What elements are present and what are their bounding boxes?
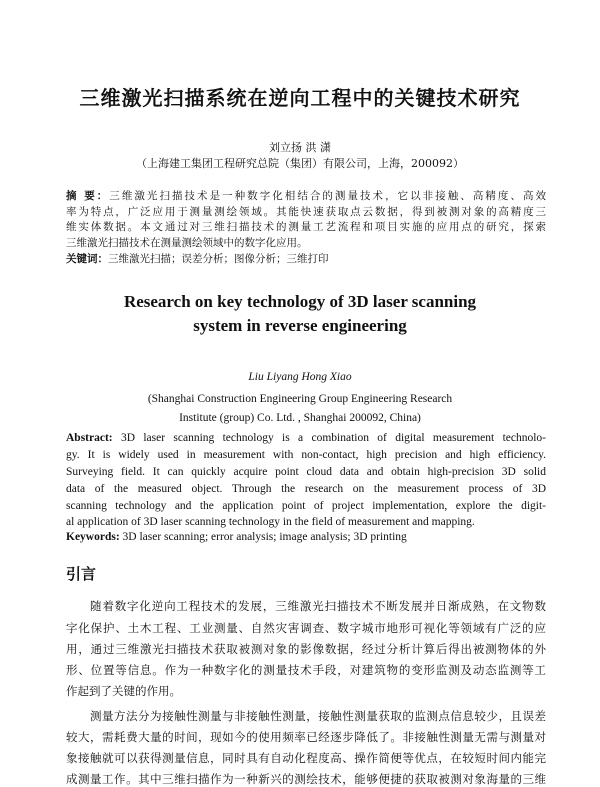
body-line: 象接触就可以获得测量信息，同时具有自动化程度高、操作简便等优点，在较短时间内能完 [66,751,546,765]
chinese-keywords [66,252,546,268]
body-line: 用，通过三维激光扫描技术获取被测对象的影像数据，经过分析计算后得出被测物体的外 [66,642,546,656]
chinese-abstract-line [66,189,546,205]
english-title-line: Research on key technology of 3D laser scanning [123,292,477,311]
body-line: 成测量工作。其中三维扫描作为一种新兴的测绘技术，能够便捷的获取被测对象海量的三维 [66,772,546,786]
body-line: 字化保护、土木工程、工业测量、自然灾害调查、数字城市地形可视化等领域有广泛的应 [66,621,546,635]
english-abstract-line: gy. It is widely used in measurement with non-contact, high precision and high efficiency. [66,449,546,461]
chinese-abstract-line: 率为特点，广泛应用于测量测绘领域。其能快速获取点云数据，得到被测对象的高精度三 [66,206,546,218]
english-title-line: system in reverse engineering [193,316,407,335]
english-affiliation-line: Institute (group) Co. Ltd. , Shanghai 200092, China) [179,412,421,424]
keywords-text: 3D laser scanning; error analysis; image analysis; 3D printing [122,531,407,543]
abstract-text: 3D laser scanning technology is a combination of digital measurement technolo- [120,432,546,444]
english-affiliation-line: (Shanghai Construction Engineering Group Engineering Research [147,393,453,405]
body-line: 形、位置等信息。作为一种数字化的测量技术手段，对建筑物的变形监测及动态监测等工 [66,663,546,677]
body-line: 作起到了关键的作用。 [66,684,181,698]
english-abstract-line: Surveying field. It can quickly acquire point cloud data and obtain high-precision 3D solid [66,466,546,478]
chinese-abstract-line: 三维激光扫描技术在测量测绘领域中的数字化应用。 [66,237,308,249]
section-heading-introduction: 引言 [66,565,97,583]
english-abstract-label: Abstract: [66,432,113,444]
chinese-abstract-line: 维实体数据。本文通过对三维扫描技术的测量工艺流程和项目实施的应用点的研究，探索 [66,221,546,233]
english-abstract-line: al application of 3D laser scanning technology in the field of measurement and mapping. [66,516,475,528]
chinese-keywords-label: 关键词： [66,253,108,265]
abstract-text: 三维激光扫描技术是一种数字化相结合的测量技术，它以非接触、高精度、高效 [109,190,546,202]
chinese-authors: 刘立扬 洪 潇 [269,141,331,154]
english-abstract-line [66,432,546,444]
chinese-abstract-label: 摘 要： [66,190,110,202]
body-line: 较大，需耗费大量的时间，现如今的使用频率已经逐步降低了。非接触性测量无需与测量对 [66,730,546,744]
body-line: 测量方法分为接触性测量与非接触性测量，接触性测量获取的监测点信息较少，且误差 [90,709,546,723]
chinese-title: 三维激光扫描系统在逆向工程中的关键技术研究 [79,86,521,110]
english-keywords [66,531,546,543]
english-authors: Liu Liyang Hong Xiao [248,371,352,383]
english-abstract-line: data of the measured object. Through the research on the measurement process of 3D [66,483,546,495]
english-abstract-line: scanning technology and the application point of project implementation, explore the digit- [66,500,546,512]
english-keywords-label: Keywords: [66,531,120,543]
chinese-affiliation: （上海建工集团工程研究总院（集团）有限公司，上海，200092） [136,157,464,170]
keywords-text: 三维激光扫描；误差分析；图像分析；三维打印 [108,253,329,265]
body-line: 随着数字化逆向工程技术的发展，三维激光扫描技术不断发展并日渐成熟，在文物数 [90,599,546,613]
